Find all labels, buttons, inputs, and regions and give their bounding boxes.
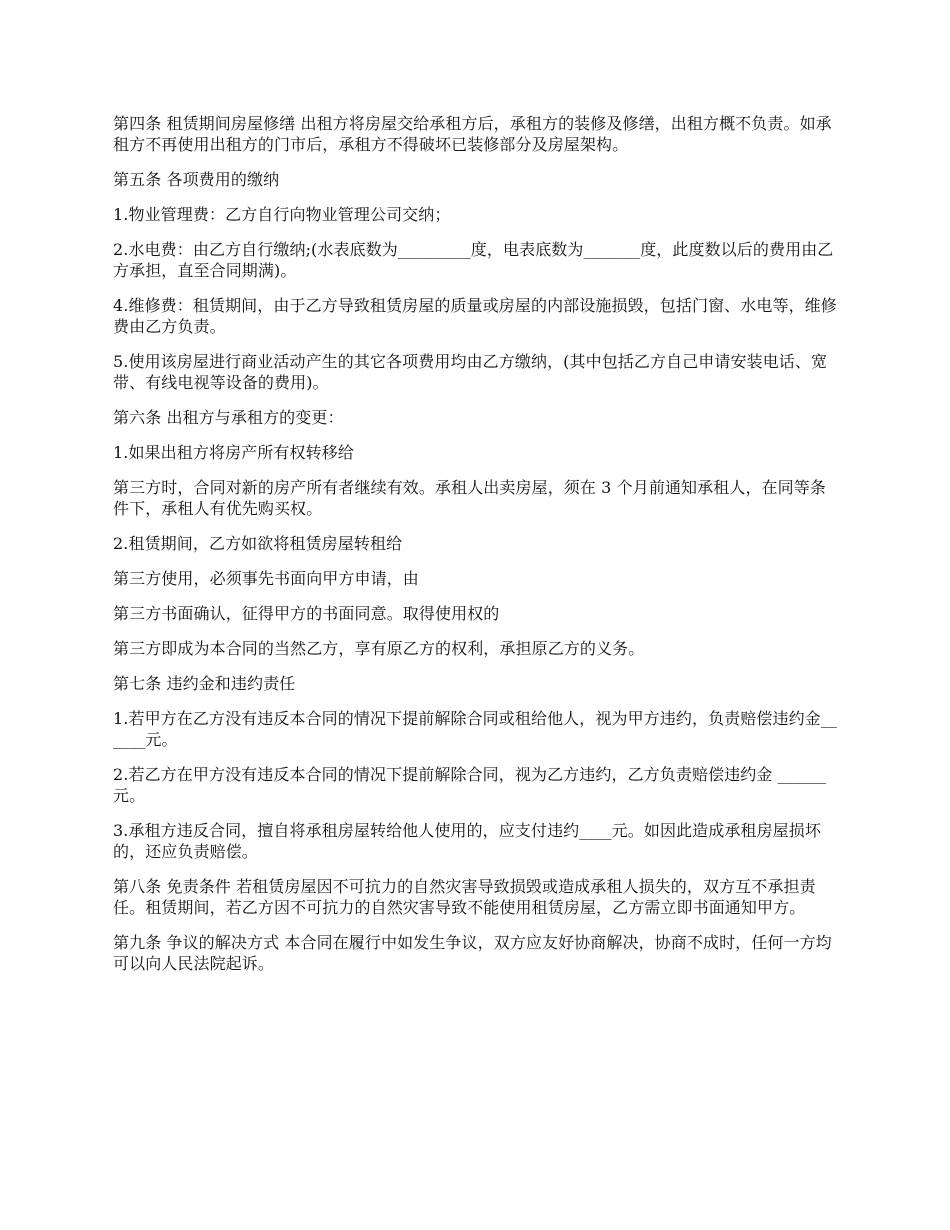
- third-party-application-paragraph: 第三方使用，必须事先书面向甲方申请，由: [113, 569, 419, 588]
- article-4-paragraph: 第四条 租赁期间房屋修缮 出租方将房屋交给承租方后，承租方的装修及修缮，出租方概不负责。如承租方不再使用出租方的门市后，承租方不得破坏已装修部分及房屋架构。: [113, 114, 832, 154]
- article-8-paragraph: 第八条 免责条件 若租赁房屋因不可抗力的自然灾害导致损毁或造成承租人损失的，双方互不承担责任。租赁期间，若乙方因不可抗力的自然灾害导致不能使用租赁房屋，乙方需立即书面通知甲方。: [113, 877, 816, 917]
- party-b-breach-paragraph: 2.若乙方在甲方没有违反本合同的情况下提前解除合同，视为乙方违约，乙方负责赔偿违约金 ______元。: [113, 765, 827, 805]
- third-party-rights-paragraph: 第三方即成为本合同的当然乙方，享有原乙方的权利，承担原乙方的义务。: [113, 639, 645, 658]
- article-5-heading: 第五条 各项费用的缴纳: [113, 170, 280, 189]
- maintenance-fee-paragraph: 4.维修费：租赁期间，由于乙方导致租赁房屋的质量或房屋的内部设施损毁，包括门窗、水电等，维修费由乙方负责。: [113, 296, 837, 336]
- article-6-heading: 第六条 出租方与承租方的变更：: [113, 408, 344, 427]
- article-7-heading: 第七条 违约金和违约责任: [113, 674, 296, 693]
- unauthorized-transfer-paragraph: 3.承租方违反合同，擅自将承租房屋转给他人使用的，应支付违约____元。如因此造成承租房屋损坏的，还应负责赔偿。: [113, 821, 821, 861]
- other-fees-paragraph: 5.使用该房屋进行商业活动产生的其它各项费用均由乙方缴纳，(其中包括乙方自己申请安装电话、宽带、有线电视等设备的费用)。: [113, 352, 828, 392]
- ownership-transfer-paragraph: 1.如果出租方将房产所有权转移给: [113, 443, 354, 462]
- party-a-breach-paragraph: 1.若甲方在乙方没有违反本合同的情况下提前解除合同或租给他人，视为甲方违约，负责赔偿违约金______元。: [113, 709, 837, 749]
- article-9-paragraph: 第九条 争议的解决方式 本合同在履行中如发生争议，双方应友好协商解决，协商不成时，任何一方均可以向人民法院起诉。: [113, 933, 832, 973]
- third-party-validity-paragraph: 第三方时，合同对新的房产所有者继续有效。承租人出卖房屋，须在 3 个月前通知承租人，在同等条件下，承租人有优先购买权。: [113, 478, 826, 518]
- document-page: [113, 113, 841, 988]
- utility-fee-paragraph: 2.水电费：由乙方自行缴纳;(水表底数为_________度，电表底数为_______度，此度数以后的费用由乙方承担，直至合同期满)。: [113, 240, 834, 280]
- third-party-confirmation-paragraph: 第三方书面确认，征得甲方的书面同意。取得使用权的: [113, 604, 500, 623]
- property-fee-paragraph: 1.物业管理费：乙方自行向物业管理公司交纳；: [113, 205, 451, 224]
- sublease-paragraph: 2.租赁期间，乙方如欲将租赁房屋转租给: [113, 534, 403, 553]
